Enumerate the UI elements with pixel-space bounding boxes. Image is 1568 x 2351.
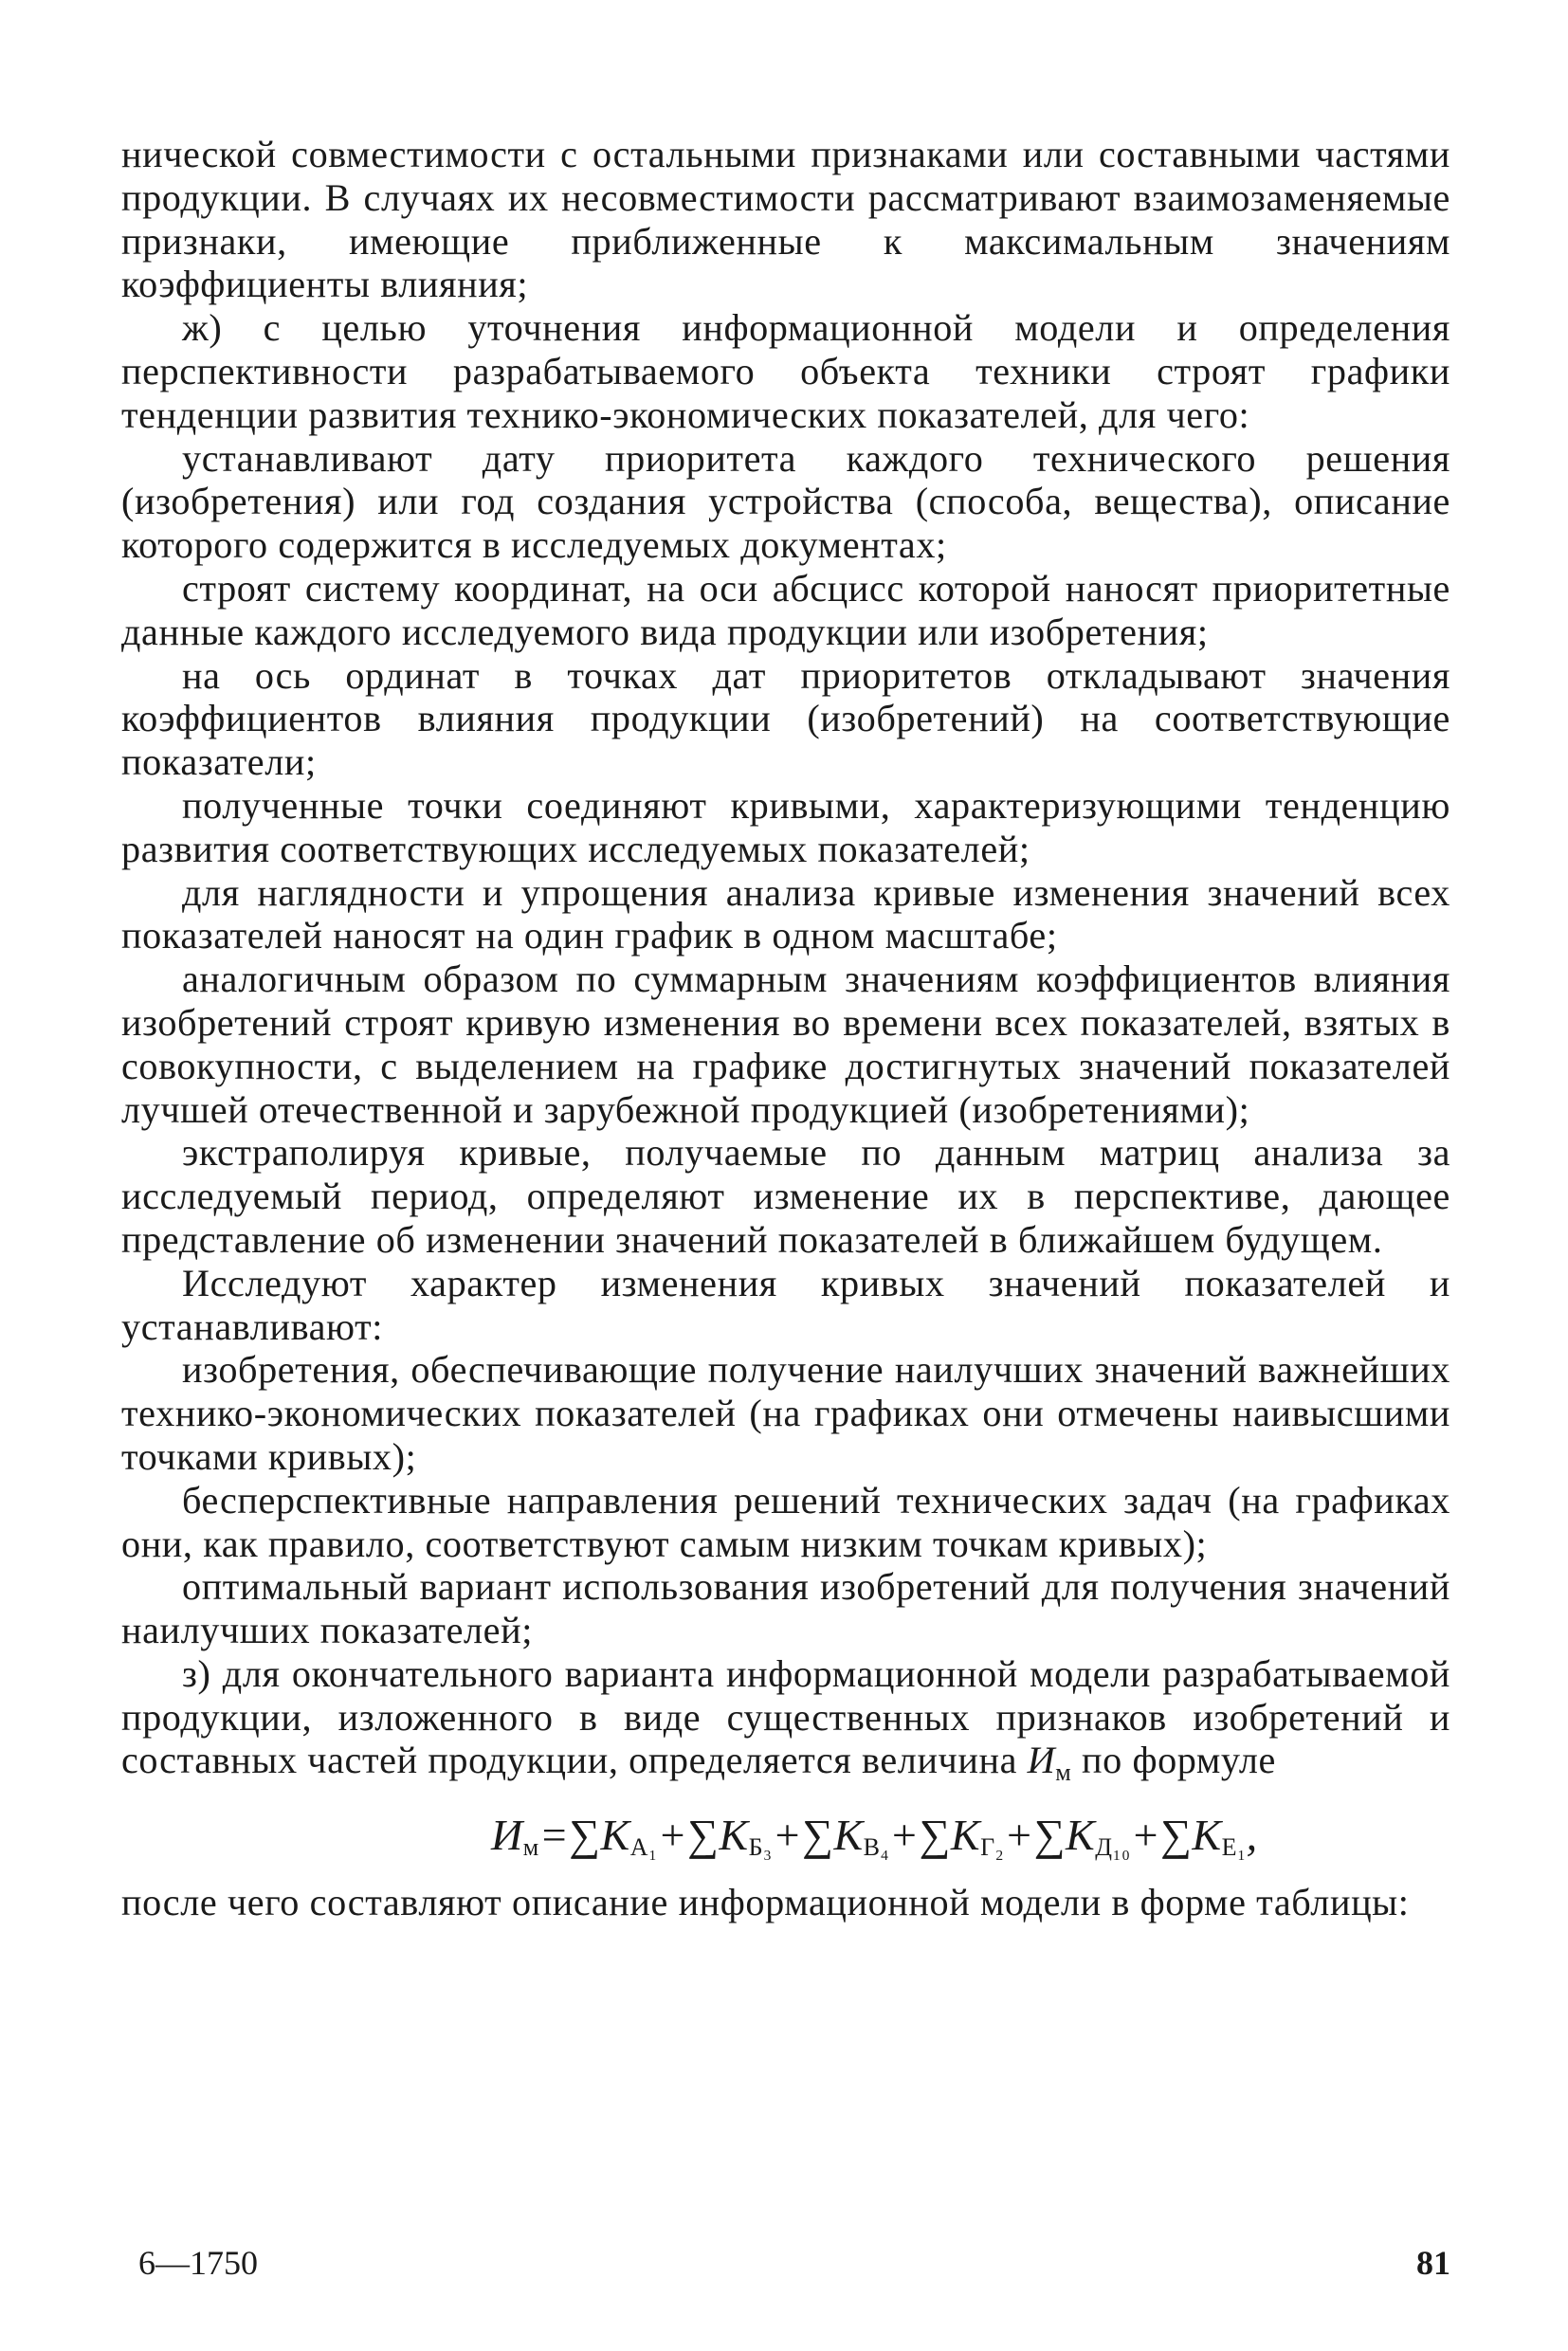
formula-sum: ∑: [687, 1811, 720, 1860]
paragraph: бесперспективные направления решений технических задач (на графиках они, как правило, соответствуют самым низким точкам кривых);: [121, 1478, 1450, 1565]
formula-term: [657, 1811, 773, 1862]
paragraph: на ось ординат в точках дат приоритетов откладывают значения коэффициентов влияния продукции (изобретений) на соответствующие показатели;: [121, 653, 1450, 784]
formula: [121, 1808, 1450, 1875]
formula-sum: ∑: [569, 1811, 601, 1860]
formula-k: K: [719, 1811, 749, 1860]
formula-sign: +: [657, 1811, 688, 1860]
document-page: [121, 133, 1450, 2313]
printer-signature: 6—1750: [138, 2244, 258, 2282]
page-number: 81: [1416, 2244, 1450, 2282]
formula-sign: +: [1004, 1811, 1034, 1860]
paragraph: устанавливают дату приоритета каждого технического решения (изобретения) или год создания устройства (способа, вещества), описание которого содержится в исследуемых документах;: [121, 436, 1450, 567]
formula-sum: ∑: [1033, 1811, 1067, 1860]
formula-eq: =: [538, 1811, 570, 1860]
paragraph-z: [121, 1652, 1450, 1795]
page-footer: [121, 2243, 1450, 2281]
formula-sub: Д₁₀: [1095, 1833, 1131, 1862]
inline-symbol: [1027, 1739, 1072, 1787]
paragraph: для наглядности и упрощения анализа кривые изменения значений всех показателей наносят на один график в одном масштабе;: [121, 870, 1450, 957]
paragraph-z-text: з) для окончательного варианта информационной модели разрабатываемой продукции, изложенного в виде существенных признаков изобретений и составных частей продукции, определяется величина: [121, 1651, 1450, 1782]
formula-k: K: [1192, 1811, 1222, 1860]
inline-symbol-letter: И: [1027, 1739, 1056, 1782]
formula-lhs: И: [491, 1811, 523, 1860]
formula-term: [1130, 1811, 1247, 1862]
paragraph-z-tail: по формуле: [1071, 1739, 1276, 1782]
paragraph: нической совместимости с остальными признаками или составными частями продукции. В случаях их несовместимости рассматривают взаимозаменяемые признаки, имеющие приближенные к максимальным значениям коэффициенты влияния;: [121, 133, 1450, 306]
formula-k: K: [1066, 1811, 1096, 1860]
closing-paragraph: после чего составляют описание информационной модели в форме таблицы:: [121, 1881, 1410, 1924]
paragraph: экстраполируя кривые, получаемые по данным матриц анализа за исследуемый период, определяют изменение их в перспективе, дающее представление об изменении значений показателей в ближайшем будущем.: [121, 1131, 1450, 1261]
paragraph: изобретения, обеспечивающие получение наилучших значений важнейших технико-экономических показателей (на графиках они отмечены наивысшими точками кривых);: [121, 1348, 1450, 1478]
paragraph: аналогичным образом по суммарным значениям коэффициентов влияния изобретений строят кривую изменения во времени всех показателей, взятых в совокупности, с выделением на графике достигнутых значений показателей лучшей отечественной и зарубежной продукцией (изобретениями);: [121, 957, 1450, 1131]
formula-k: K: [600, 1811, 630, 1860]
paragraph: Исследуют характер изменения кривых значений показателей и устанавливают:: [121, 1261, 1450, 1348]
body-text: [121, 133, 1450, 1924]
paragraph-list: [121, 133, 1450, 1652]
formula-sub: Б₃: [748, 1833, 773, 1862]
paragraph: полученные точки соединяют кривыми, характеризующими тенденцию развития соответствующих исследуемых показателей;: [121, 783, 1450, 870]
formula-sub: A₁: [629, 1833, 658, 1862]
paragraph: ж) с целью уточнения информационной модели и определения перспективности разрабатываемого объекта техники строят графики тенденции развития технико-экономических показателей, для чего:: [121, 306, 1450, 436]
formula-sum: ∑: [1160, 1811, 1193, 1860]
formula-term: [772, 1811, 890, 1862]
paragraph: строят систему координат, на оси абсцисс которой наносят приоритетные данные каждого исследуемого вида продукции или изобретения;: [121, 566, 1450, 653]
formula-sub: B₄: [863, 1833, 890, 1862]
formula-sub: E₁: [1221, 1833, 1247, 1862]
formula-sign: +: [1130, 1811, 1161, 1860]
formula-term: [1004, 1811, 1131, 1862]
formula-k: K: [833, 1811, 864, 1860]
formula-sign: +: [772, 1811, 803, 1860]
formula-tail: ,: [1246, 1811, 1258, 1860]
formula-term: [569, 1811, 658, 1862]
paragraph: оптимальный вариант использования изобретений для получения значений наилучших показателей;: [121, 1565, 1450, 1652]
formula-sign: +: [889, 1811, 920, 1860]
formula-sub: Г₂: [980, 1833, 1005, 1862]
formula-sum: ∑: [802, 1811, 834, 1860]
inline-symbol-sub: м: [1055, 1759, 1072, 1787]
formula-terms: [569, 1811, 1247, 1862]
formula-k: K: [950, 1811, 981, 1860]
formula-term: [889, 1811, 1005, 1862]
formula-lhs-sub: м: [522, 1833, 539, 1862]
formula-sum: ∑: [919, 1811, 951, 1860]
